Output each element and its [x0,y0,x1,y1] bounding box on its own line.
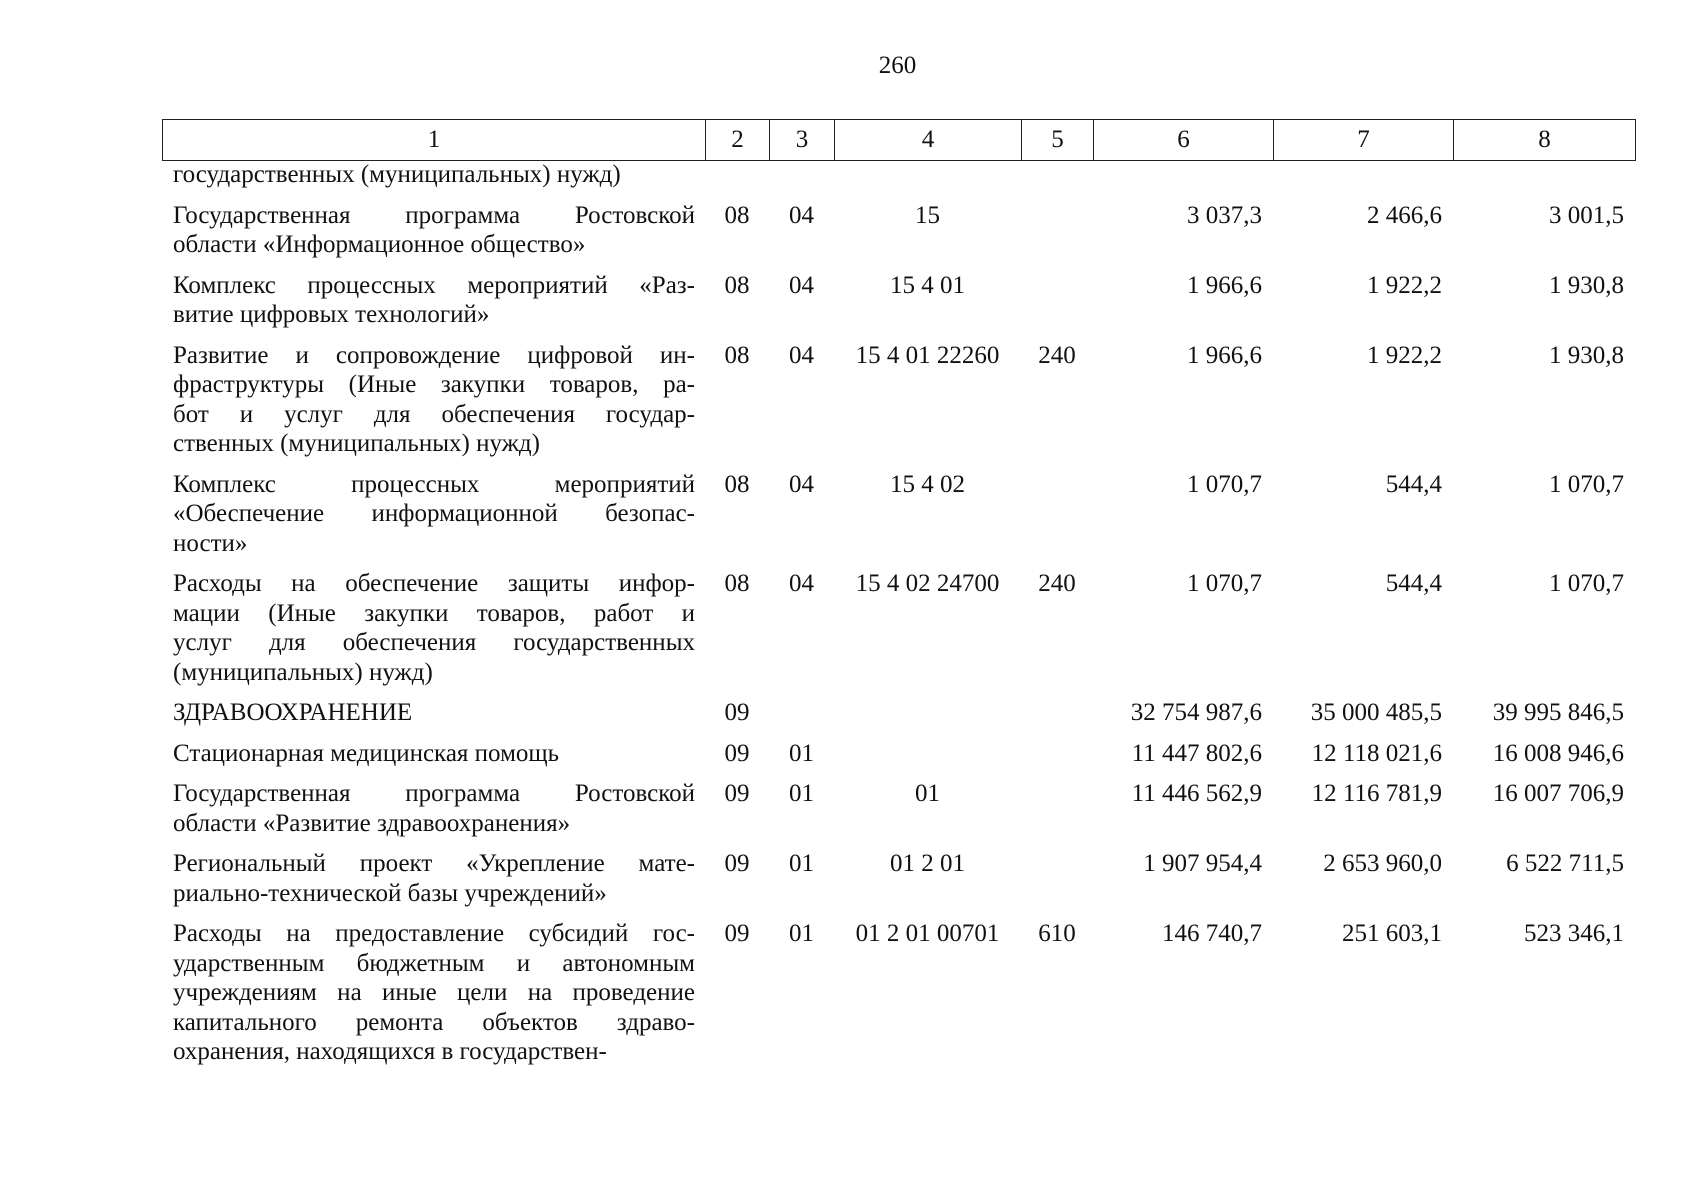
table-row [162,728,1635,769]
table-row [162,459,1635,559]
expense-type-code: 240 [1038,570,1076,597]
row-description [162,190,705,260]
amount-year-3: 1 070,7 [1549,570,1624,597]
description-line: ударственным бюджетным и автономным [173,949,695,977]
table-body [162,160,1635,1067]
target-article-code: 15 4 02 [890,470,965,498]
amount-year-1: 32 754 987,6 [1130,699,1262,726]
section-code: 08 [724,341,750,369]
description-line: Расходы на предоставление субсидий гос- [173,920,695,947]
description-line: (муниципальных) нужд) [173,658,433,686]
subsection-code: 04 [789,341,814,369]
amount-year-3: 1 930,8 [1549,271,1624,299]
page-number: 260 [878,52,917,79]
subsection-code: 01 [789,780,814,807]
header-col-6: 6 [1094,120,1274,161]
subsection-code: 01 [789,739,814,767]
table-row [162,558,1635,687]
amount-year-2: 2 653 960,0 [1323,850,1442,877]
table-row [162,190,1635,260]
amount-year-2 [1273,160,1453,190]
row-description [162,728,705,769]
amount-year-1 [1093,160,1273,190]
amount-year-2: 1 922,2 [1367,271,1442,299]
expense-type-code [1021,190,1093,260]
header-col-2: 2 [706,120,770,161]
row-description [162,838,705,908]
table-row [162,768,1635,838]
row-description [162,768,705,838]
amount-year-2: 251 603,1 [1342,920,1442,947]
amount-year-3: 3 001,5 [1549,201,1624,229]
amount-year-3 [1453,160,1635,190]
section-code: 09 [724,739,750,767]
amount-year-2: 12 116 781,9 [1311,780,1442,807]
header-col-5: 5 [1022,120,1094,161]
target-article-code: 15 4 02 24700 [855,570,1000,597]
amount-year-1: 1 966,6 [1187,341,1262,369]
amount-year-3: 1 930,8 [1549,341,1624,369]
expense-type-code [1021,728,1093,769]
description-line: области «Развитие здравоохранения» [173,809,571,837]
description-line: Развитие и сопровождение цифровой ин- [173,341,695,369]
target-article-code: 15 4 01 [890,271,965,299]
row-description [162,908,705,1067]
description-line: Государственная программа Ростовской [173,780,695,807]
expense-type-code [1021,260,1093,330]
section-code: 08 [724,470,750,498]
row-description [162,160,705,190]
description-line: «Обеспечение информационной безопас- [173,500,695,527]
target-article-code [834,687,1021,728]
target-article-code [834,160,1021,190]
description-line: Расходы на обеспечение защиты инфор- [173,570,695,597]
description-line: Стационарная медицинская помощь [173,739,560,767]
row-description [162,260,705,330]
header-col-4: 4 [835,120,1022,161]
header-row [163,120,1636,161]
amount-year-3: 39 995 846,5 [1492,699,1624,726]
row-description [162,558,705,687]
target-article-code: 01 2 01 00701 [855,920,1000,947]
header-col-8: 8 [1454,120,1636,161]
header-col-1: 1 [163,120,706,161]
target-article-code: 01 2 01 [890,850,965,877]
amount-year-2: 35 000 485,5 [1310,699,1442,726]
amount-year-3: 16 007 706,9 [1492,780,1624,807]
row-description [162,330,705,459]
amount-year-1: 11 446 562,9 [1131,780,1262,807]
header-col-7: 7 [1274,120,1454,161]
amount-year-1: 11 447 802,6 [1131,739,1262,767]
expense-type-code [1021,687,1093,728]
description-line: области «Информационное общество» [173,231,586,258]
description-line: бот и услуг для обеспечения государ- [173,400,695,428]
amount-year-1: 1 070,7 [1187,570,1262,597]
description-line: охранения, находящихся в государствен- [173,1038,607,1065]
table-row [162,160,1635,190]
description-line: мации (Иные закупки товаров, работ и [173,599,695,627]
amount-year-2: 2 466,6 [1367,201,1442,229]
amount-year-3: 523 346,1 [1524,920,1624,947]
description-line: Государственная программа Ростовской [173,201,695,229]
amount-year-3: 6 522 711,5 [1506,850,1624,877]
section-code: 09 [724,850,750,877]
section-code [705,160,769,190]
description-line: ЗДРАВООХРАНЕНИЕ [173,699,413,726]
target-article-code: 15 [915,201,940,229]
amount-year-1: 1 966,6 [1187,271,1262,299]
description-line: риально-технической базы учреждений» [173,879,607,907]
expense-type-code [1021,768,1093,838]
description-line: ственных (муниципальных) нужд) [173,430,540,457]
table-row [162,687,1635,728]
amount-year-1: 146 740,7 [1162,920,1262,947]
table-row [162,908,1635,1067]
amount-year-1: 1 070,7 [1187,470,1262,498]
subsection-code: 04 [789,470,814,498]
description-line: капитального ремонта объектов здраво- [173,1008,695,1036]
target-article-code: 15 4 01 22260 [855,341,1000,369]
expense-type-code [1021,838,1093,908]
amount-year-2: 544,4 [1385,570,1442,597]
description-line: ности» [173,529,248,557]
subsection-code: 01 [789,920,814,947]
description-line: витие цифровых технологий» [173,301,490,328]
amount-year-1: 3 037,3 [1187,201,1262,229]
expense-type-code [1021,459,1093,559]
row-description [162,459,705,559]
row-description [162,687,705,728]
table-row [162,260,1635,330]
expense-type-code: 610 [1038,920,1076,947]
amount-year-1: 1 907 954,4 [1143,850,1262,877]
expense-type-code [1021,160,1093,190]
target-article-code [834,728,1021,769]
budget-table [162,160,1635,1067]
description-line: Региональный проект «Укрепление мате- [173,850,695,877]
table-header [162,119,1636,161]
subsection-code: 04 [789,201,814,229]
section-code: 09 [724,920,750,947]
section-code: 08 [724,271,750,299]
amount-year-3: 16 008 946,6 [1492,739,1624,767]
table-row [162,838,1635,908]
subsection-code: 04 [789,271,814,299]
amount-year-2: 544,4 [1385,470,1442,498]
section-code: 09 [724,780,750,807]
table-row [162,330,1635,459]
description-line: учреждениям на иные цели на проведение [173,979,695,1006]
subsection-code: 01 [789,850,814,877]
subsection-code [769,687,834,728]
description-line: государственных (муниципальных) нужд) [173,161,621,188]
subsection-code [769,160,834,190]
amount-year-2: 12 118 021,6 [1311,739,1442,767]
header-col-3: 3 [770,120,835,161]
amount-year-3: 1 070,7 [1549,470,1624,498]
description-line: услуг для обеспечения государственных [173,629,695,656]
target-article-code: 01 [915,780,940,807]
amount-year-2: 1 922,2 [1367,341,1442,369]
section-code: 08 [724,570,750,597]
description-line: Комплекс процессных мероприятий «Раз- [173,271,695,299]
subsection-code: 04 [789,570,814,597]
expense-type-code: 240 [1038,341,1076,369]
description-line: Комплекс процессных мероприятий [173,470,695,498]
description-line: фраструктуры (Иные закупки товаров, ра- [173,371,695,398]
section-code: 09 [724,699,750,726]
section-code: 08 [724,201,750,229]
